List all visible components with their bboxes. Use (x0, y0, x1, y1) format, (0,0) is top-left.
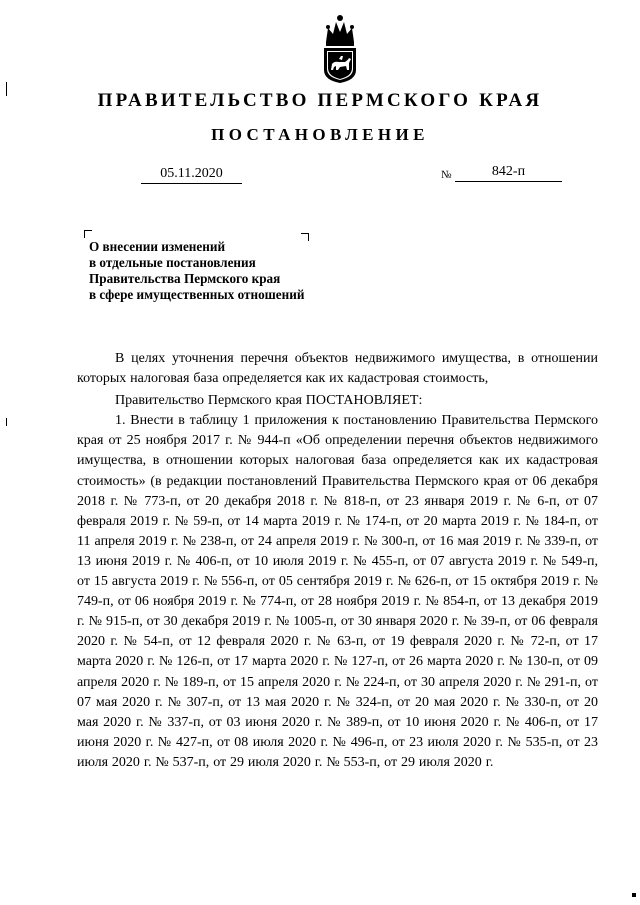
resolution-paragraph: Правительство Пермского края ПОСТАНОВЛЯЕТ: (115, 393, 423, 409)
clause-1-paragraph: 1. Внести в таблицу 1 приложения к постановлению Правительства Пермского края от 25 ноября 2017 г. № 944-п «Об определении перечня объектов недвижимого имущества, в отношении которых налоговая база определяется как их кадастровая стоимость» (в редакции постановлений Правительства Пермского края от 06 декабря 2018 г. № 773-п, от 20 декабря 2018 г. № 818-п, от 23 января 2019 г. № 6-п, от 07 февраля 2019 г. № 59-п, от 14 марта 2019 г. № 174-п, от 20 марта 2019 г. № 184-п, от 11 апреля 2019 г. № 238-п, от 24 апреля 2019 г. № 300-п, от 16 мая 2019 г. № 339-п, от 13 июня 2019 г. № 406-п, от 10 июля 2019 г. № 455-п, от 07 августа 2019 г. № 549-п, от 15 августа 2019 г. № 556-п, от 05 сентября 2019 г. № 626-п, от 15 октября 2019 г. № 749-п, от 06 ноября 2019 г. № 774-п, от 28 ноября 2019 г. № 854-п, от 13 декабря 2019 г. № 915-п, от 30 декабря 2019 г. № 1005-п, от 30 января 2020 г. № 39-п, от 06 февраля 2020 г. № 54-п, от 12 февраля 2020 г. № 63-п, от 19 февраля 2020 г. № 72-п, от 17 марта 2020 г. № 126-п, от 17 марта 2020 г. № 127-п, от 26 марта 2020 г. № 130-п, от 09 апреля 2020 г. № 189-п, от 15 апреля 2020 г. № 224-п, от 30 апреля 2020 г. № 291-п, от 07 мая 2020 г. № 307-п, от 13 мая 2020 г. № 324-п, от 20 мая 2020 г. № 330-п, от 20 мая 2020 г. № 337-п, от 03 июня 2020 г. № 389-п, от 10 июня 2020 г. № 406-п, от 17 июня 2020 г. № 427-п, от 08 июля 2020 г. № 496-п, от 23 июля 2020 г. № 535-п, от 23 июля 2020 г. № 537-п, от 29 июля 2020 г. № 553-п, от 29 июля 2020 г. (77, 413, 598, 770)
document-type: ПОСТАНОВЛЕНИЕ (211, 125, 429, 144)
document-date: 05.11.2020 (141, 164, 242, 184)
subject-bracket-left (84, 230, 92, 238)
subject-line: в отдельные постановления (89, 255, 256, 270)
document-number: 842-п (455, 162, 562, 182)
document-body (77, 349, 598, 773)
subject-line: Правительства Пермского края (89, 271, 281, 286)
number-sign: № (441, 169, 452, 181)
scan-edge-mark (6, 82, 7, 96)
scan-edge-mark (6, 418, 7, 426)
government-title: ПРАВИТЕЛЬСТВО ПЕРМСКОГО КРАЯ (97, 90, 543, 111)
document-subject (89, 239, 304, 303)
perm-krai-coat-of-arms-icon (318, 12, 362, 84)
preamble-paragraph: В целях уточнения перечня объектов недвижимого имущества, в отношении которых налоговая база определяется как их кадастровая стоимость, (77, 351, 598, 387)
subject-line: О внесении изменений (89, 239, 226, 254)
subject-line: в сфере имущественных отношений (89, 287, 305, 302)
scan-edge-mark (632, 893, 636, 897)
